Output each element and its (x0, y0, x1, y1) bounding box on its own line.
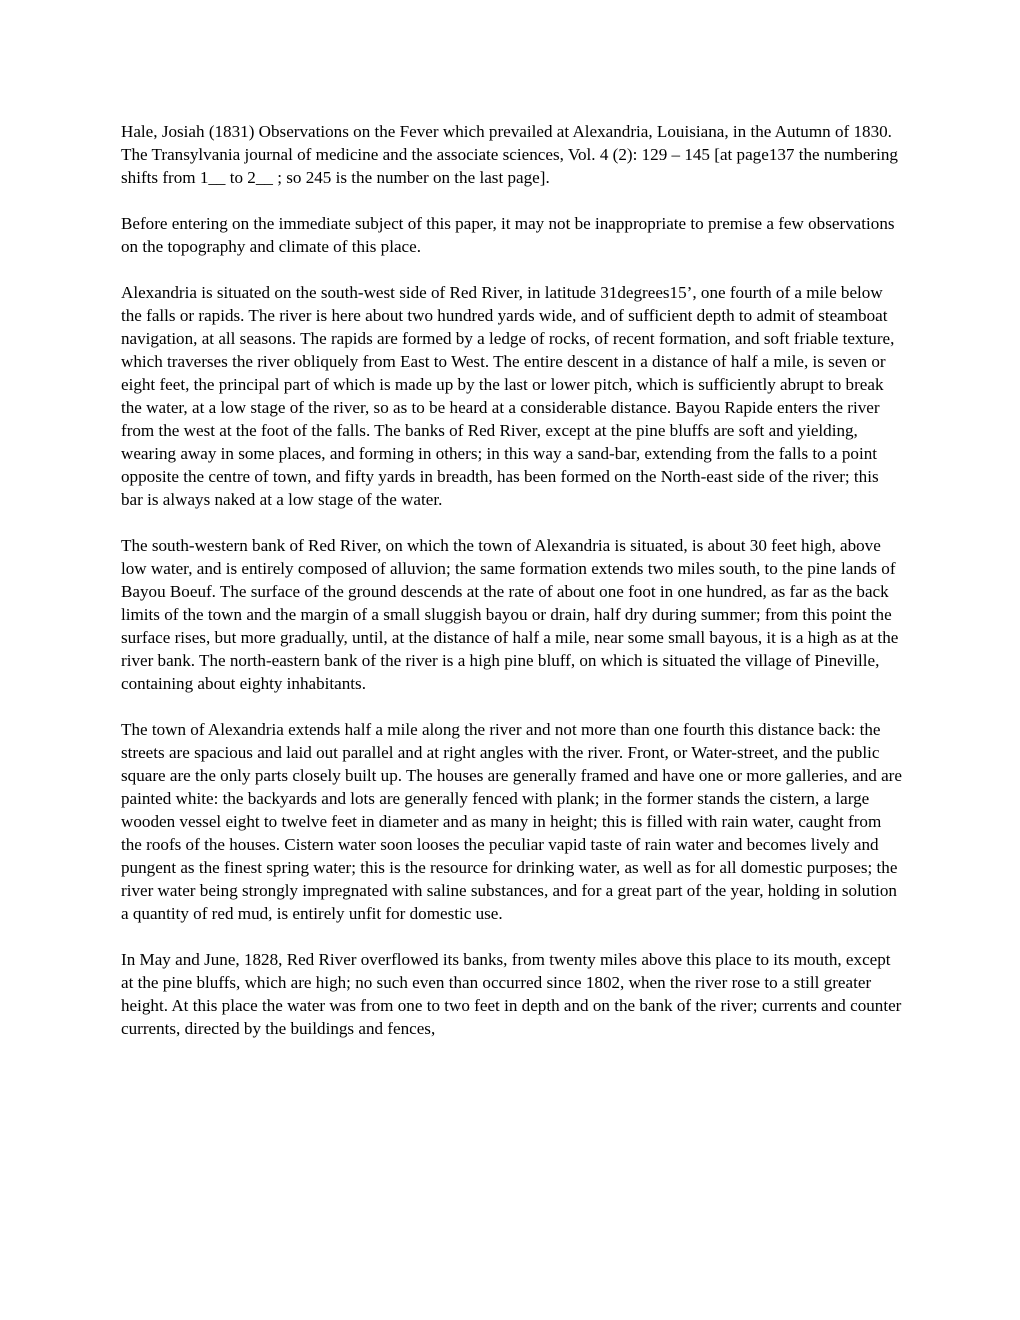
paragraph-town-description: The town of Alexandria extends half a mile along the river and not more than one fourth this distance back: the streets are spacious and laid out parallel and at right angles with the river. Front, or Water-street, and the public square are the only parts closely built up. The houses are generally framed and have one or more galleries, and are painted white: the backyards and lots are generally fenced with plank; in the former stands the cistern, a large wooden vessel eight to twelve feet in diameter and as many in height; this is filled with rain water, caught from the roofs of the houses. Cistern water soon looses the peculiar vapid taste of rain water and becomes lively and pungent as the finest spring water; this is the resource for drinking water, as well as for all domestic purposes; the river water being strongly impregnated with saline substances, and for a great part of the year, holding in solution a quantity of red mud, is entirely unfit for domestic use. (121, 720, 902, 923)
paragraph-situation: Alexandria is situated on the south-west side of Red River, in latitude 31degrees15’, one fourth of a mile below the falls or rapids. The river is here about two hundred yards wide, and of sufficient depth to admit of steamboat navigation, at all seasons. The rapids are formed by a ledge of rocks, of recent formation, and soft friable texture, which traverses the river obliquely from East to West. The entire descent in a distance of half a mile, is seven or eight feet, the principal part of which is made up by the last or lower pitch, which is sufficiently abrupt to break the water, at a low stage of the river, so as to be heard at a considerable distance. Bayou Rapide enters the river from the west at the foot of the falls. The banks of Red River, except at the pine bluffs are soft and yielding, wearing away in some places, and forming in others; in this way a sand-bar, extending from the falls to a point opposite the centre of town, and fifty yards in breadth, has been formed on the North-east side of the river; this bar is always naked at a low stage of the water. (121, 283, 895, 509)
paragraph-introduction: Before entering on the immediate subject of this paper, it may not be inappropriate to premise a few observations on the topography and climate of this place. (121, 214, 895, 256)
paragraph-overflow-1828: In May and June, 1828, Red River overflowed its banks, from twenty miles above this place to its mouth, except at the pine bluffs, which are high; no such even than occurred since 1802, when the river rose to a still greater height. At this place the water was from one to two feet in depth and on the bank of the river; currents and counter currents, directed by the buildings and fences, (121, 950, 902, 1038)
document-body (121, 120, 903, 1063)
paragraph-south-western-bank: The south-western bank of Red River, on which the town of Alexandria is situated, is about 30 feet high, above low water, and is entirely composed of alluvion; the same formation extends two miles south, to the pine lands of Bayou Boeuf. The surface of the ground descends at the rate of about one foot in one hundred, as far as the back limits of the town and the margin of a small sluggish bayou or drain, half dry during summer; from this point the surface rises, but more gradually, until, at the distance of half a mile, near some small bayous, it is a high as at the river bank. The north-eastern bank of the river is a high pine bluff, on which is situated the village of Pineville, containing about eighty inhabitants. (121, 536, 899, 693)
citation-paragraph: Hale, Josiah (1831) Observations on the Fever which prevailed at Alexandria, Louisiana, in the Autumn of 1830. The Transylvania journal of medicine and the associate sciences, Vol. 4 (2): 129 – 145 [at page137 the numbering shifts from 1__ to 2__ ; so 245 is the number on the last page]. (121, 122, 898, 187)
